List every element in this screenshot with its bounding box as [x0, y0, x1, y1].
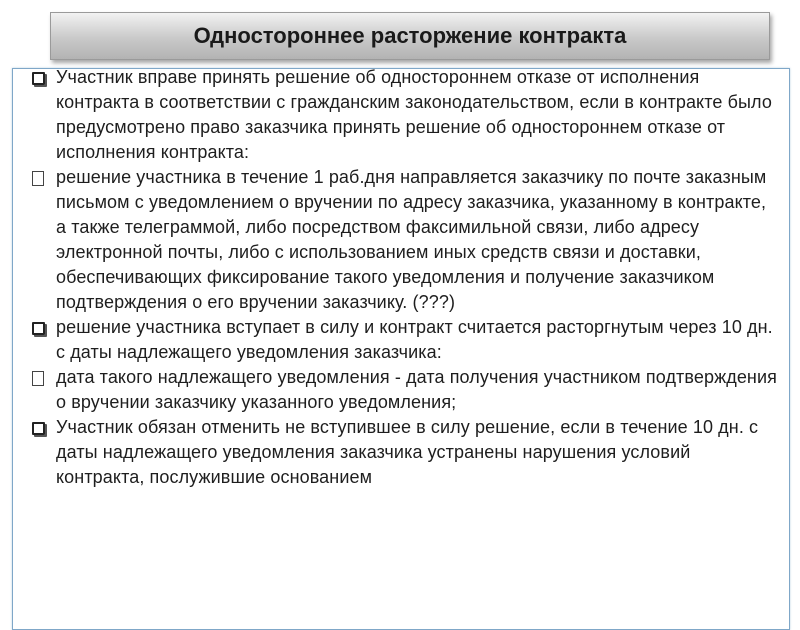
bullet-text: Участник вправе принять решение об одностороннем отказе от исполнения контракта в соответствии с гражданским законодательством, если в контракте было предусмотрено право заказчика принять решение об одностороннем отказе от исполнения контракта:	[56, 67, 772, 162]
checkbox-bullet-icon	[20, 415, 56, 490]
bullet-text: решение участника в течение 1 раб.дня направляется заказчику по почте заказным письмом с уведомлением о вручении по адресу заказчика, указанному в контракте, а также телеграммой, либо посредством факсимильной связи, либо адресу электронной почты, либо с использованием иных средств связи и доставки, обеспечивающих фиксирование такого уведомления и получение заказчиком подтверждения о его вручении заказчику. (???)	[56, 167, 767, 312]
bullet-item	[20, 365, 780, 415]
slide-title: Одностороннее расторжение контракта	[193, 23, 627, 48]
missing-glyph-bullet-icon	[20, 165, 56, 315]
slide-title-bar	[50, 12, 770, 60]
missing-glyph-bullet-icon	[20, 365, 56, 415]
checkbox-bullet-icon	[20, 65, 56, 165]
bullet-text: дата такого надлежащего уведомления - дата получения участником подтверждения о вручении заказчику указанного уведомления;	[56, 367, 777, 412]
checkbox-bullet-icon	[20, 315, 56, 365]
bullet-item	[20, 415, 780, 490]
bullet-text: решение участника вступает в силу и контракт считается расторгнутым через 10 дн. с даты надлежащего уведомления заказчика:	[56, 317, 773, 362]
bullet-text: Участник обязан отменить не вступившее в силу решение, если в течение 10 дн. с даты надлежащего уведомления заказчика устранены нарушения условий контракта, послужившие основанием	[56, 417, 759, 487]
bullet-item	[20, 65, 780, 165]
bullet-list	[20, 65, 780, 490]
bullet-item	[20, 165, 780, 315]
bullet-item	[20, 315, 780, 365]
